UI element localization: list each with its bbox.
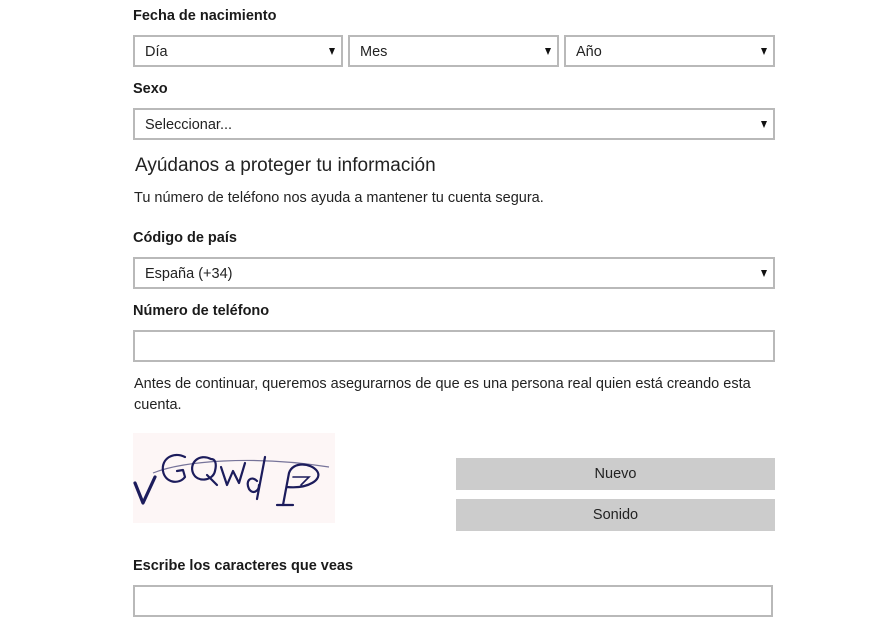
birthdate-month-value: Mes [360,44,388,60]
captcha-image [133,433,335,523]
birthdate-month-select[interactable] [348,35,559,67]
captcha-input[interactable] [133,585,773,617]
phone-input[interactable] [133,330,775,362]
captcha-glyphs [133,433,335,523]
phone-label: Número de teléfono [133,303,270,319]
chevron-down-icon [761,270,767,277]
chevron-down-icon [545,48,551,55]
protect-heading: Ayúdanos a proteger tu información [135,155,436,176]
birthdate-year-select[interactable] [564,35,775,67]
country-code-select[interactable] [133,257,775,289]
protect-description: Tu número de teléfono nos ayuda a mantener tu cuenta segura. [134,190,544,206]
gender-label: Sexo [133,81,168,97]
captcha-input-label: Escribe los caracteres que veas [133,558,354,574]
birthdate-label: Fecha de nacimiento [133,8,277,24]
chevron-down-icon [761,121,767,128]
gender-select[interactable] [133,108,775,140]
birthdate-year-value: Año [576,44,602,60]
country-code-value: España (+34) [145,266,233,282]
birthdate-day-select[interactable] [133,35,343,67]
verification-text: Antes de continuar, queremos asegurarnos de que es una persona real quien está creando esta cuenta. [134,376,751,413]
captcha-audio-button[interactable]: Sonido [456,499,775,531]
birthdate-day-value: Día [145,44,168,60]
country-code-label: Código de país [133,230,237,246]
chevron-down-icon [329,48,335,55]
captcha-new-button[interactable]: Nuevo [456,458,775,490]
gender-value: Seleccionar... [145,117,233,133]
chevron-down-icon [761,48,767,55]
